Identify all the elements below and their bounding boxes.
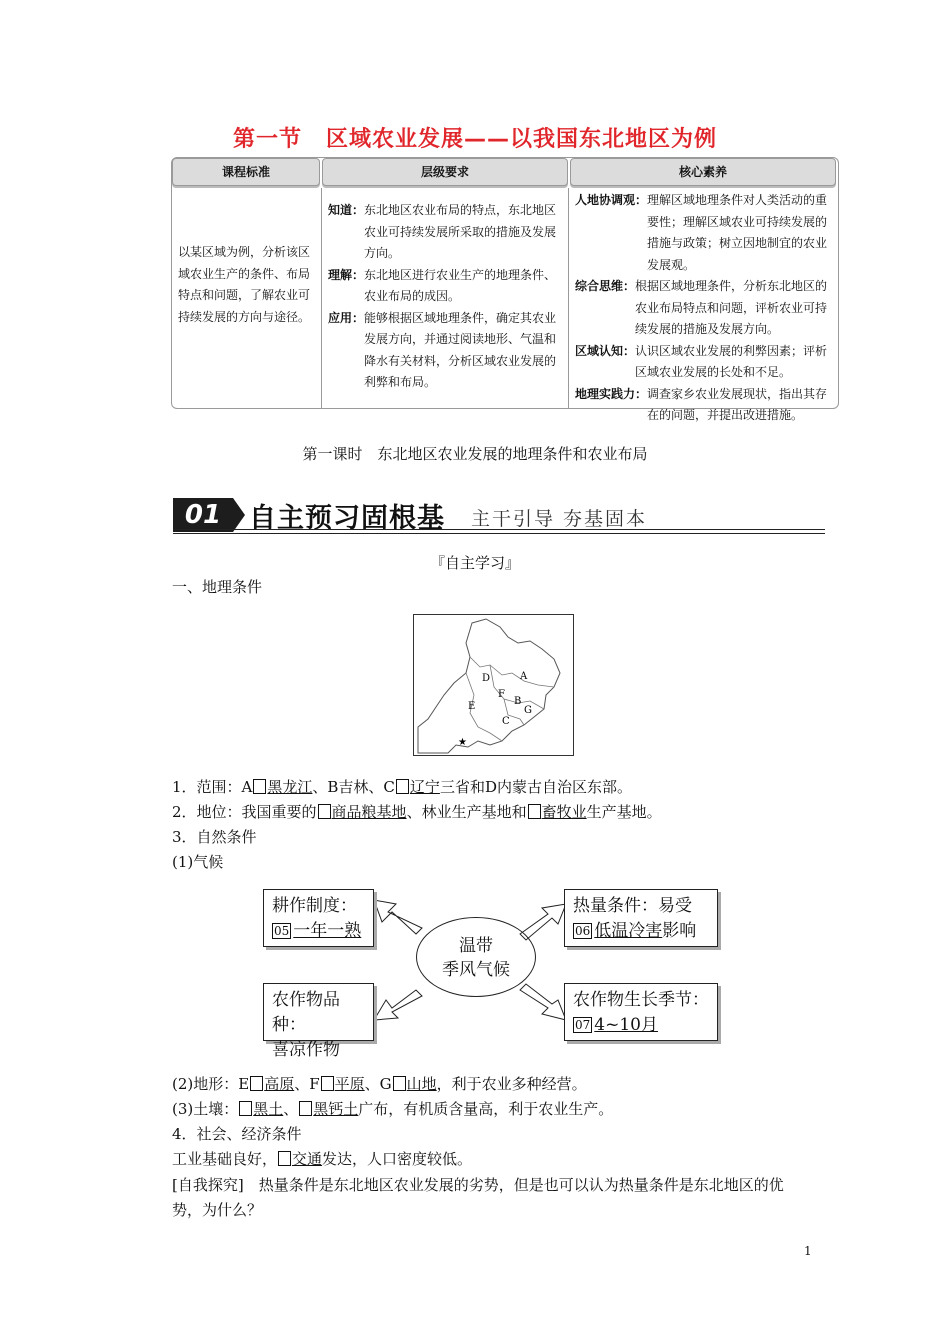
range-item: 1．范围：A 黑龙江、B吉林、C 辽宁三省和D内蒙古自治区东部。	[172, 778, 632, 796]
answer-blank	[318, 804, 331, 819]
crop-variety-box: 农作物品种： 喜凉作物	[263, 983, 374, 1041]
banner-title: 自主预习固根基	[249, 503, 445, 534]
section-title	[0, 122, 950, 153]
geo-conditions-heading: 一、地理条件	[172, 578, 263, 596]
soil-item: (3)土壤： 黑土、 黑钙土广布，有机质含量高，利于农业生产。	[172, 1100, 614, 1118]
answer-blank	[396, 779, 409, 794]
level-item: 应用： 能够根据区域地理条件，确定其农业发展方向，并通过阅读地形、气温和降水有关材料，分析区域农业发展的利弊和布局。	[328, 310, 557, 389]
answer-blank	[393, 1076, 406, 1091]
map-label: C	[502, 716, 510, 727]
arrow-icon	[520, 984, 566, 1020]
literacy-item: 区域认知： 认识区域农业发展的利弊因素；评析区域农业发展的长处和不足。	[575, 343, 828, 379]
level-item: 理解： 东北地区进行农业生产的地理条件、农业布局的成因。	[328, 267, 557, 303]
level-item: 知道： 东北地区农业布局的特点，东北地区农业可持续发展所采取的措施及发展方向。	[328, 203, 557, 260]
answer-blank	[321, 1076, 334, 1091]
section-number: 第一节	[232, 127, 302, 152]
terrain-item: (2)地形：E 高原、F 平原、G 山地，利于农业多种经营。	[172, 1075, 587, 1093]
arrow-icon	[374, 900, 422, 934]
course-standard-text: 以某区域为例，分析该区域农业生产的条件、布局特点和问题，了解农业可持续发展的方向与途径。	[178, 245, 311, 324]
header-core-literacy: 核心素养	[570, 158, 836, 186]
heat-condition-box: 热量条件：易受 06 低温冷害影响	[564, 889, 718, 947]
answer-blank	[250, 1076, 263, 1091]
page-number: 1	[804, 1244, 812, 1258]
center-climate-oval: 温带 季风气候	[416, 917, 536, 997]
literacy-item: 地理实践力： 调查家乡农业发展现状，指出其存在的问题，并提出改进措施。	[575, 386, 828, 422]
capital-star-icon: ★	[458, 737, 467, 748]
map-label: D	[482, 673, 491, 684]
column-divider	[321, 188, 322, 408]
social-item: 工业基础良好， 交通发达，人口密度较低。	[172, 1150, 473, 1168]
section-title-text: 区域农业发展——以我国东北地区为例	[326, 127, 718, 152]
arrow-icon	[374, 990, 422, 1020]
map-label: B	[514, 696, 522, 707]
map-label: G	[524, 705, 532, 716]
answer-blank	[239, 1101, 252, 1116]
lesson-title: 第一课时 东北地区农业发展的地理条件和农业布局	[302, 445, 648, 463]
banner-arrow-icon	[233, 498, 245, 532]
climate-heading: (1)气候	[172, 853, 224, 871]
literacy-item: 人地协调观： 理解区域地理条件对人类活动的重要性；理解区域农业可持续发展的措施与政策；树立因地制宜的农业发展观。	[575, 193, 828, 272]
map-label: E	[468, 701, 476, 712]
map-label: A	[520, 671, 528, 682]
map-label: F	[498, 689, 505, 700]
natural-conditions-heading: 3．自然条件	[172, 828, 257, 846]
self-study-heading: 『自主学习』	[429, 554, 520, 572]
banner-underline	[173, 529, 825, 534]
standards-table	[171, 157, 839, 422]
answer-blank	[278, 1151, 291, 1166]
growing-season-box: 农作物生长季节： 07 4~10月	[564, 983, 718, 1041]
literacy-item: 综合思维： 根据区域地理条件，分析东北地区的农业布局特点和问题，评析农业可持续发展的措施及发展方向。	[575, 279, 828, 336]
self-exploration: [自我探究] 热量条件是东北地区农业发展的劣势，但是也可以认为热量条件是东北地区的优势，为什么？	[172, 1176, 784, 1219]
banner-number: 01	[173, 498, 233, 532]
answer-blank	[299, 1101, 312, 1116]
answer-blank	[253, 779, 266, 794]
header-level-requirement: 层级要求	[322, 158, 568, 186]
map-graphic	[414, 615, 573, 755]
column-divider	[568, 188, 569, 408]
farming-system-box: 耕作制度： 05 一年一熟	[263, 889, 374, 947]
social-conditions-heading: 4．社会、经济条件	[172, 1125, 302, 1143]
banner-subtitle: 主干引导 夯基固本	[471, 508, 648, 530]
header-course-standard: 课程标准	[172, 158, 320, 186]
level-requirements	[328, 200, 564, 394]
answer-blank	[528, 804, 541, 819]
northeast-china-map	[413, 614, 574, 756]
section-banner	[173, 496, 825, 534]
core-literacy	[575, 190, 833, 427]
position-item: 2．地位：我国重要的 商品粮基地、林业生产基地和 畜牧业生产基地。	[172, 803, 662, 821]
